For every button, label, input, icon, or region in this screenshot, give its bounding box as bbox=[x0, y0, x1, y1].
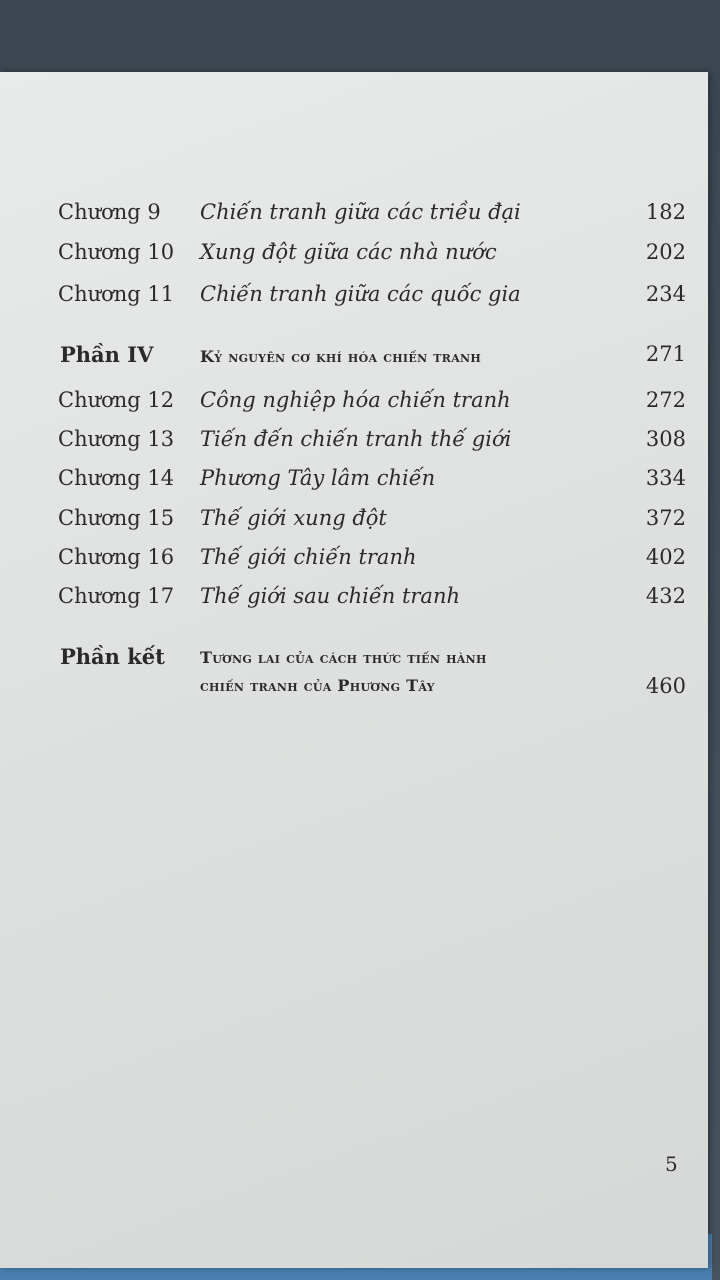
chapter-title: Xung đột giữa các nhà nước bbox=[200, 240, 497, 264]
chapter-title: Phương Tây lâm chiến bbox=[200, 466, 436, 490]
chapter-title: Tiến đến chiến tranh thế giới bbox=[200, 427, 512, 451]
part-title-line-1: Tương lai của cách thức tiến hành bbox=[200, 648, 487, 667]
part-label: Phần IV bbox=[60, 342, 154, 367]
page-number: 272 bbox=[645, 388, 686, 412]
page-number: 182 bbox=[645, 200, 686, 224]
chapter-title: Chiến tranh giữa các triều đại bbox=[200, 200, 521, 224]
page-number: 432 bbox=[645, 584, 686, 608]
chapter-label: Chương 12 bbox=[58, 388, 175, 412]
chapter-label: Chương 17 bbox=[58, 584, 175, 608]
chapter-title: Thế giới sau chiến tranh bbox=[200, 584, 460, 608]
chapter-label: Chương 9 bbox=[58, 200, 161, 224]
page-number: 372 bbox=[645, 506, 686, 530]
chapter-title: Công nghiệp hóa chiến tranh bbox=[200, 388, 511, 412]
chapter-title: Thế giới chiến tranh bbox=[200, 545, 417, 569]
chapter-label: Chương 16 bbox=[58, 545, 175, 569]
chapter-title: Thế giới xung đột bbox=[200, 506, 387, 530]
chapter-label: Chương 10 bbox=[58, 240, 175, 264]
part-title-line-2: chiến tranh của Phương Tây bbox=[200, 676, 435, 695]
page-number: 334 bbox=[645, 466, 686, 490]
page-number: 402 bbox=[645, 545, 686, 569]
chapter-label: Chương 13 bbox=[58, 427, 175, 451]
chapter-title: Chiến tranh giữa các quốc gia bbox=[200, 282, 521, 306]
page-number: 271 bbox=[645, 342, 686, 366]
chapter-label: Chương 15 bbox=[58, 506, 175, 530]
chapter-label: Chương 11 bbox=[58, 282, 175, 306]
part-title: Kỷ nguyên cơ khí hóa chiến tranh bbox=[200, 347, 482, 366]
part-label: Phần kết bbox=[60, 644, 165, 669]
folio-page-number: 5 bbox=[665, 1152, 678, 1176]
page-number: 202 bbox=[645, 240, 686, 264]
page-number: 234 bbox=[645, 282, 686, 306]
page-number: 308 bbox=[645, 427, 686, 451]
page-number: 460 bbox=[645, 674, 686, 698]
chapter-label: Chương 14 bbox=[58, 466, 175, 490]
